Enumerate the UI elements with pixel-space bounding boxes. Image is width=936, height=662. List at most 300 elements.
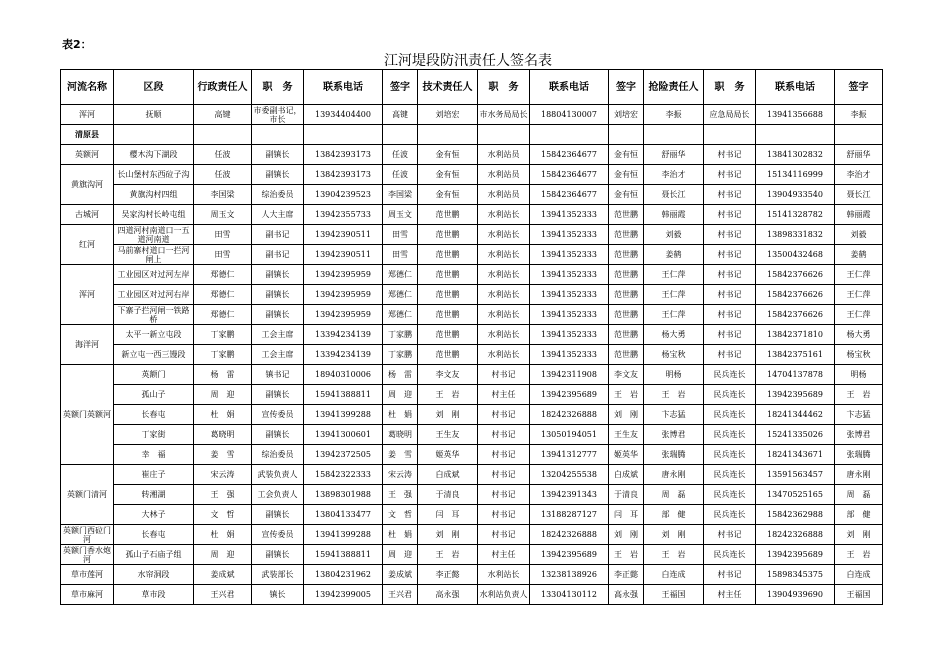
table-row — [61, 145, 883, 165]
rescue-sign-text: 刘毅 — [850, 230, 867, 239]
admin-title-text: 副书记 — [265, 230, 290, 239]
section-cell — [114, 445, 194, 465]
rescue-sign-text: 李治才 — [846, 170, 871, 179]
rescue-sign-cell — [835, 485, 883, 505]
rescue-phone-text: 13942395689 — [767, 390, 823, 399]
document-title: 江河堤段防汛责任人签名表 — [384, 53, 552, 69]
admin-name-cell — [194, 405, 252, 425]
tech-title-cell — [478, 445, 530, 465]
rescue-name-text: 张瑞腾 — [661, 450, 686, 459]
tech-phone-cell — [530, 205, 609, 225]
table-row — [61, 445, 883, 465]
section-text: 黄旗沟村四组 — [129, 190, 178, 199]
rescue-title-text: 村书记 — [717, 310, 742, 319]
rescue-phone-cell — [756, 545, 835, 565]
rescue-name-cell — [644, 565, 704, 585]
tech-phone-cell — [530, 425, 609, 445]
river-name-cell — [61, 585, 114, 605]
column-header: 职 务 — [252, 70, 304, 105]
rescue-title-text: 民兵连长 — [713, 390, 746, 399]
tech-name-cell — [418, 325, 478, 345]
tech-name-text: 金有恒 — [435, 170, 460, 179]
admin-sign-cell — [383, 505, 418, 525]
rescue-name-cell — [644, 505, 704, 525]
tech-title-cell — [478, 205, 530, 225]
tech-sign-cell — [609, 545, 644, 565]
section-text: 崔庄子 — [141, 470, 166, 479]
admin-sign-cell — [383, 225, 418, 245]
tech-phone-text: 13941352333 — [541, 230, 597, 239]
tech-name-cell — [418, 565, 478, 585]
table-row — [61, 305, 883, 325]
rescue-title-cell — [704, 105, 756, 125]
tech-phone-cell — [530, 225, 609, 245]
section-cell — [114, 225, 194, 245]
tech-sign-cell — [609, 205, 644, 225]
rescue-phone-cell — [756, 305, 835, 325]
tech-sign-cell — [609, 445, 644, 465]
rescue-sign-cell — [835, 445, 883, 465]
tech-name-cell — [418, 365, 478, 385]
tech-name-cell — [418, 345, 478, 365]
rescue-title-cell — [704, 305, 756, 325]
rescue-sign-text: 舒丽华 — [846, 150, 871, 159]
admin-name-cell — [194, 105, 252, 125]
rescue-sign-cell — [835, 105, 883, 125]
admin-phone-text: 13942355733 — [315, 210, 371, 219]
river-name-cell — [61, 525, 114, 545]
rescue-sign-text: 周 磊 — [846, 490, 871, 499]
rescue-phone-text: 13904933540 — [767, 190, 823, 199]
river-name: 古城河 — [75, 210, 99, 219]
admin-sign-text: 丁家鹏 — [388, 350, 412, 359]
tech-name-text: 姬英华 — [435, 450, 460, 459]
tech-phone-text: 13941352333 — [541, 250, 597, 259]
rescue-title-text: 村书记 — [717, 250, 742, 259]
table-row — [61, 225, 883, 245]
column-header: 联系电话 — [756, 70, 835, 105]
admin-name-cell — [194, 365, 252, 385]
rescue-phone-text: 15898345375 — [767, 570, 823, 579]
admin-name-text: 郑德仁 — [210, 290, 235, 299]
admin-sign-text: 王 强 — [388, 490, 412, 499]
tech-sign-cell — [609, 525, 644, 545]
tech-name-cell — [418, 285, 478, 305]
tech-name-cell — [418, 205, 478, 225]
tech-sign-text: 范世鹏 — [614, 290, 638, 299]
admin-name-cell — [194, 465, 252, 485]
rescue-name-cell — [644, 265, 704, 285]
rescue-name-cell — [644, 385, 704, 405]
rescue-title-cell — [704, 445, 756, 465]
admin-title-cell — [252, 325, 304, 345]
responsibility-table — [60, 69, 883, 605]
empty-cell — [252, 125, 304, 145]
tech-sign-text: 金有恒 — [614, 170, 638, 179]
tech-phone-cell — [530, 505, 609, 525]
tech-name-text: 李正懿 — [435, 570, 460, 579]
rescue-name-text: 白连成 — [661, 570, 686, 579]
tech-title-cell — [478, 305, 530, 325]
rescue-sign-text: 王仁萍 — [846, 290, 871, 299]
admin-title-text: 工会主席 — [261, 330, 294, 339]
rescue-phone-text: 13941356688 — [767, 110, 823, 119]
admin-sign-text: 周 迎 — [388, 550, 412, 559]
tech-name-text: 范世鹏 — [435, 250, 460, 259]
admin-name-text: 周玉文 — [210, 210, 235, 219]
section-text: 孤山子 — [141, 390, 166, 399]
tech-name-text: 高永强 — [435, 590, 460, 599]
admin-phone-text: 13904239523 — [315, 190, 371, 199]
admin-phone-cell — [304, 185, 383, 205]
admin-name-text: 王兴君 — [210, 590, 235, 599]
admin-sign-text: 丁家鹏 — [388, 330, 412, 339]
table-row — [61, 465, 883, 485]
rescue-sign-cell — [835, 565, 883, 585]
tech-sign-text: 高永强 — [614, 590, 638, 599]
rescue-phone-text: 18241343671 — [767, 450, 823, 459]
admin-phone-text: 13394234139 — [315, 330, 371, 339]
admin-sign-cell — [383, 305, 418, 325]
tech-title-text: 水利站长 — [487, 350, 520, 359]
admin-phone-cell — [304, 365, 383, 385]
admin-phone-text: 13942390511 — [315, 230, 371, 239]
tech-name-text: 范世鹏 — [435, 310, 460, 319]
section-text: 英额门 — [141, 370, 166, 379]
section-text: 丁家街 — [141, 430, 166, 439]
table-row — [61, 405, 883, 425]
rescue-phone-cell — [756, 445, 835, 465]
tech-title-text: 水利站长 — [487, 310, 520, 319]
section-text: 水帘洞段 — [137, 570, 170, 579]
tech-name-text: 范世鹏 — [435, 210, 460, 219]
tech-phone-text: 13942311908 — [541, 370, 597, 379]
admin-name-text: 周 迎 — [210, 390, 235, 399]
rescue-sign-cell — [835, 285, 883, 305]
rescue-title-text: 民兵连长 — [713, 470, 746, 479]
tech-phone-text: 15842364677 — [541, 190, 597, 199]
table-row — [61, 245, 883, 265]
section-text: 长山堡村东西砬子沟 — [117, 170, 190, 179]
admin-sign-cell — [383, 405, 418, 425]
tech-name-text: 金有恒 — [435, 150, 460, 159]
admin-title-cell — [252, 285, 304, 305]
tech-name-text: 范世鹏 — [435, 330, 460, 339]
admin-phone-text: 13941399288 — [315, 410, 371, 419]
admin-title-cell — [252, 185, 304, 205]
tech-sign-text: 李文友 — [614, 370, 638, 379]
table-row — [61, 365, 883, 385]
river-name-cell — [61, 265, 114, 325]
tech-name-cell — [418, 385, 478, 405]
rescue-title-cell — [704, 505, 756, 525]
table-row — [61, 485, 883, 505]
rescue-title-text: 村书记 — [717, 210, 742, 219]
admin-phone-text: 13842393173 — [315, 170, 371, 179]
rescue-sign-cell — [835, 225, 883, 245]
rescue-name-text: 李治才 — [661, 170, 686, 179]
tech-title-cell — [478, 425, 530, 445]
tech-title-text: 村书记 — [491, 510, 516, 519]
admin-sign-cell — [383, 385, 418, 405]
rescue-phone-cell — [756, 185, 835, 205]
admin-sign-text: 文 哲 — [388, 510, 412, 519]
tech-name-cell — [418, 225, 478, 245]
table-row — [61, 505, 883, 525]
admin-title-cell — [252, 445, 304, 465]
admin-phone-text: 18940310006 — [315, 370, 371, 379]
column-header: 联系电话 — [530, 70, 609, 105]
admin-phone-text: 15941388811 — [315, 550, 371, 559]
empty-cell — [704, 125, 756, 145]
rescue-title-cell — [704, 165, 756, 185]
admin-phone-cell — [304, 165, 383, 185]
rescue-phone-text: 15842362988 — [767, 510, 823, 519]
column-header: 技术责任人 — [418, 70, 478, 105]
admin-phone-cell — [304, 245, 383, 265]
tech-title-text: 水利站长 — [487, 250, 520, 259]
admin-title-text: 副书记 — [265, 250, 290, 259]
section-cell — [114, 345, 194, 365]
table-row — [61, 385, 883, 405]
county-row — [61, 125, 883, 145]
river-name-cell — [61, 565, 114, 585]
tech-sign-cell — [609, 165, 644, 185]
section-text: 太平一新立屯段 — [125, 330, 182, 339]
tech-sign-cell — [609, 365, 644, 385]
tech-sign-text: 金有恒 — [614, 150, 638, 159]
table-row — [61, 565, 883, 585]
admin-title-text: 武装负责人 — [257, 470, 298, 479]
river-name-cell — [61, 365, 114, 465]
admin-name-cell — [194, 145, 252, 165]
tech-name-text: 范世鹏 — [435, 350, 460, 359]
admin-phone-cell — [304, 585, 383, 605]
admin-name-cell — [194, 325, 252, 345]
rescue-sign-cell — [835, 205, 883, 225]
rescue-phone-cell — [756, 205, 835, 225]
rescue-title-cell — [704, 205, 756, 225]
rescue-name-cell — [644, 405, 704, 425]
tech-name-text: 王 岩 — [435, 550, 460, 559]
tech-title-cell — [478, 245, 530, 265]
section-text: 新立屯一西三馒段 — [121, 350, 186, 359]
admin-name-text: 田雪 — [214, 250, 231, 259]
rescue-sign-cell — [835, 525, 883, 545]
tech-phone-cell — [530, 185, 609, 205]
section-text: 工业园区对过河左岸 — [117, 270, 190, 279]
admin-phone-cell — [304, 385, 383, 405]
admin-title-cell — [252, 425, 304, 445]
rescue-title-cell — [704, 145, 756, 165]
tech-sign-cell — [609, 405, 644, 425]
rescue-name-cell — [644, 465, 704, 485]
rescue-name-cell — [644, 225, 704, 245]
tech-name-text: 于清良 — [435, 490, 460, 499]
admin-phone-text: 13942399005 — [315, 590, 371, 599]
admin-sign-cell — [383, 245, 418, 265]
rescue-sign-cell — [835, 505, 883, 525]
admin-phone-cell — [304, 445, 383, 465]
rescue-name-text: 聂长江 — [661, 190, 686, 199]
rescue-name-text: 明杨 — [665, 370, 682, 379]
tech-title-text: 水利站长 — [487, 210, 520, 219]
river-name: 海洋河 — [75, 340, 99, 349]
rescue-name-text: 刘 刚 — [661, 530, 686, 539]
tech-name-text: 白成斌 — [435, 470, 460, 479]
rescue-phone-cell — [756, 525, 835, 545]
admin-sign-text: 田雪 — [392, 230, 408, 239]
section-cell — [114, 545, 194, 565]
table-row — [61, 525, 883, 545]
table-row — [61, 205, 883, 225]
admin-sign-cell — [383, 525, 418, 545]
admin-sign-cell — [383, 145, 418, 165]
tech-phone-text: 13941312777 — [541, 450, 597, 459]
rescue-phone-cell — [756, 225, 835, 245]
tech-phone-text: 15842364677 — [541, 170, 597, 179]
rescue-title-cell — [704, 385, 756, 405]
admin-name-text: 葛晓明 — [210, 430, 235, 439]
column-header: 联系电话 — [304, 70, 383, 105]
tech-sign-cell — [609, 345, 644, 365]
tech-title-text: 村书记 — [491, 530, 516, 539]
tech-phone-cell — [530, 285, 609, 305]
admin-sign-cell — [383, 465, 418, 485]
rescue-sign-text: 姜鹤 — [850, 250, 867, 259]
rescue-name-text: 王 岩 — [661, 550, 686, 559]
admin-name-cell — [194, 485, 252, 505]
empty-cell — [609, 125, 644, 145]
section-cell — [114, 505, 194, 525]
table-body — [61, 105, 883, 605]
admin-title-cell — [252, 345, 304, 365]
rescue-phone-cell — [756, 105, 835, 125]
admin-title-text: 人大主席 — [261, 210, 294, 219]
admin-phone-text: 13942395959 — [315, 290, 371, 299]
rescue-sign-text: 卞志猛 — [846, 410, 871, 419]
tech-sign-text: 王生友 — [614, 430, 638, 439]
rescue-phone-cell — [756, 585, 835, 605]
admin-sign-cell — [383, 585, 418, 605]
rescue-name-text: 卞志猛 — [661, 410, 686, 419]
section-cell — [114, 385, 194, 405]
admin-phone-cell — [304, 325, 383, 345]
tech-name-cell — [418, 245, 478, 265]
rescue-sign-cell — [835, 265, 883, 285]
admin-phone-cell — [304, 305, 383, 325]
tech-title-cell — [478, 185, 530, 205]
admin-name-cell — [194, 265, 252, 285]
section-cell — [114, 245, 194, 265]
admin-phone-cell — [304, 505, 383, 525]
section-text: 长春屯 — [141, 410, 166, 419]
river-name-cell — [61, 325, 114, 365]
rescue-sign-text: 王仁萍 — [846, 270, 871, 279]
empty-cell — [418, 125, 478, 145]
column-header: 签字 — [835, 70, 883, 105]
tech-sign-cell — [609, 585, 644, 605]
admin-name-cell — [194, 585, 252, 605]
rescue-phone-text: 18241344462 — [767, 410, 823, 419]
tech-title-cell — [478, 285, 530, 305]
tech-name-cell — [418, 525, 478, 545]
tech-title-cell — [478, 165, 530, 185]
tech-phone-text: 13941352333 — [541, 210, 597, 219]
rescue-phone-text: 13591563457 — [767, 470, 823, 479]
rescue-phone-text: 18242326888 — [767, 530, 823, 539]
table-row — [61, 425, 883, 445]
rescue-phone-cell — [756, 345, 835, 365]
table-row — [61, 325, 883, 345]
tech-name-cell — [418, 445, 478, 465]
section-text: 吴家沟村长岭屯组 — [121, 210, 186, 219]
rescue-title-cell — [704, 225, 756, 245]
tech-name-text: 金有恒 — [435, 190, 460, 199]
tech-sign-text: 刘培宏 — [614, 110, 638, 119]
admin-name-text: 李国梁 — [210, 190, 235, 199]
rescue-title-text: 民兵连长 — [713, 490, 746, 499]
rescue-title-cell — [704, 545, 756, 565]
rescue-phone-cell — [756, 405, 835, 425]
tech-phone-text: 13942395689 — [541, 390, 597, 399]
tech-name-cell — [418, 505, 478, 525]
tech-name-text: 范世鹏 — [435, 290, 460, 299]
tech-phone-cell — [530, 365, 609, 385]
rescue-phone-cell — [756, 285, 835, 305]
rescue-phone-cell — [756, 145, 835, 165]
rescue-title-text: 村书记 — [717, 290, 742, 299]
river-name-cell — [61, 225, 114, 265]
rescue-sign-text: 部 健 — [846, 510, 871, 519]
admin-title-cell — [252, 565, 304, 585]
admin-title-cell — [252, 545, 304, 565]
section-text: 抚顺 — [145, 110, 162, 119]
admin-phone-cell — [304, 285, 383, 305]
rescue-title-cell — [704, 565, 756, 585]
tech-sign-cell — [609, 425, 644, 445]
admin-phone-text: 13842393173 — [315, 150, 371, 159]
admin-name-cell — [194, 345, 252, 365]
river-name-cell — [61, 205, 114, 225]
tech-title-cell — [478, 485, 530, 505]
tech-phone-text: 13204255538 — [541, 470, 597, 479]
river-name-cell — [61, 545, 114, 565]
tech-title-cell — [478, 345, 530, 365]
admin-name-cell — [194, 545, 252, 565]
tech-name-cell — [418, 465, 478, 485]
rescue-title-text: 民兵连长 — [713, 450, 746, 459]
rescue-sign-text: 张博君 — [846, 430, 871, 439]
table-row — [61, 165, 883, 185]
admin-sign-cell — [383, 325, 418, 345]
admin-sign-cell — [383, 425, 418, 445]
tech-title-cell — [478, 585, 530, 605]
tech-sign-cell — [609, 225, 644, 245]
admin-title-cell — [252, 485, 304, 505]
empty-cell — [114, 125, 194, 145]
admin-name-text: 周 迎 — [210, 550, 235, 559]
rescue-sign-cell — [835, 305, 883, 325]
admin-title-text: 镇长 — [269, 590, 286, 599]
section-cell — [114, 585, 194, 605]
tech-sign-text: 李正懿 — [614, 570, 638, 579]
tech-sign-text: 刘 刚 — [614, 530, 638, 539]
admin-sign-text: 郑德仁 — [388, 310, 412, 319]
rescue-title-cell — [704, 245, 756, 265]
rescue-sign-text: 李振 — [850, 110, 867, 119]
admin-name-text: 田雪 — [214, 230, 231, 239]
